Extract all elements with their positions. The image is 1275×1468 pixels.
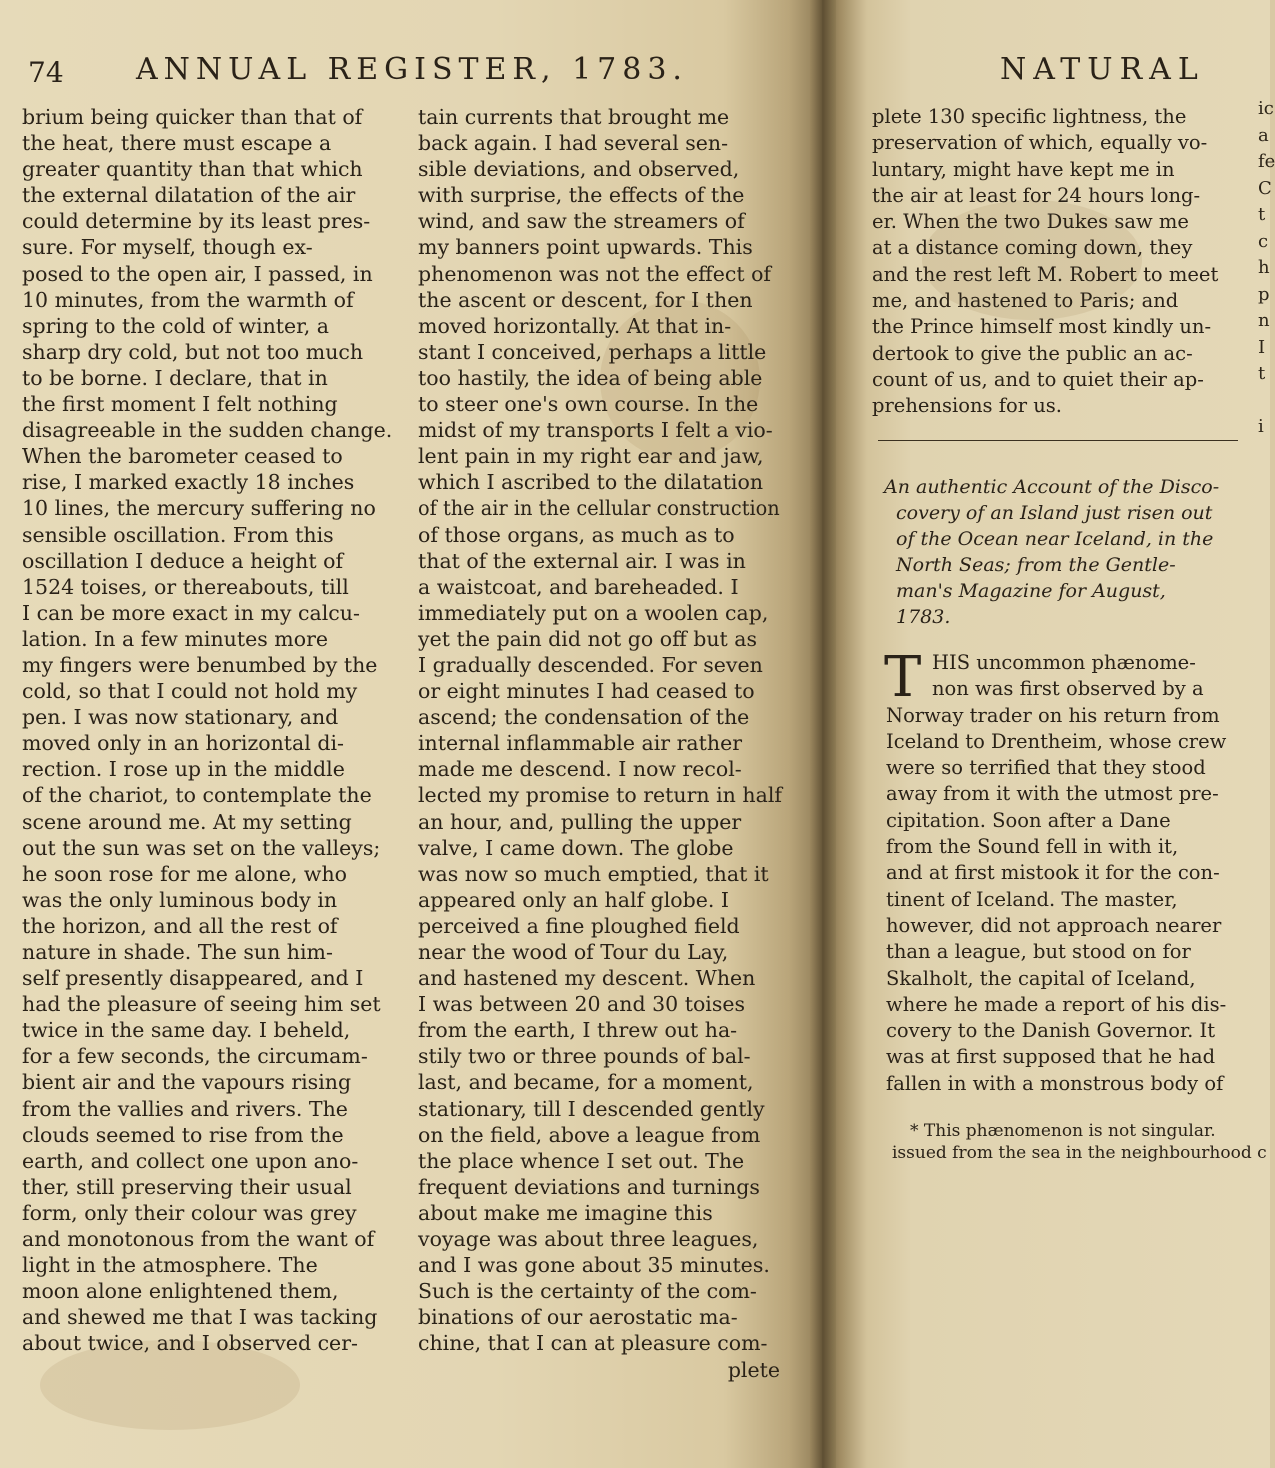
text-line: man's Magazine for August, bbox=[896, 580, 1166, 602]
edge-letter bbox=[1258, 653, 1270, 680]
article-title bbox=[884, 474, 1244, 630]
edge-letter: t bbox=[1258, 204, 1266, 225]
text-line: which I ascribed to the dilatation bbox=[418, 470, 764, 495]
edge-letter bbox=[1258, 812, 1270, 839]
text-line: than a league, but stood on for bbox=[886, 940, 1191, 964]
edge-letter: fe bbox=[1258, 151, 1275, 172]
edge-letter bbox=[1258, 547, 1270, 574]
text-line: rection. I rose up in the middle bbox=[22, 757, 345, 782]
text-line: rise, I marked exactly 18 inches bbox=[22, 470, 355, 495]
text-line: and hastened my descent. When bbox=[418, 966, 756, 991]
text-line: perceived a fine ploughed field bbox=[418, 913, 740, 938]
edge-letter bbox=[1258, 679, 1270, 706]
text-line: sensible oscillation. From this bbox=[22, 522, 334, 547]
text-line: tain currents that brought me bbox=[418, 105, 730, 129]
article-body bbox=[884, 645, 1244, 1097]
text-line: a waistcoat, and bareheaded. I bbox=[418, 574, 739, 599]
text-line: last, and became, for a moment, bbox=[418, 1070, 754, 1095]
page-number: 74 bbox=[28, 56, 64, 89]
edge-letter: h bbox=[1258, 257, 1270, 278]
text-line: for a few seconds, the circumam- bbox=[22, 1044, 368, 1069]
running-head-right: NATURAL bbox=[1000, 52, 1205, 87]
text-line: on the field, above a league from bbox=[418, 1122, 761, 1147]
text-line: wind, and saw the streamers of bbox=[418, 209, 745, 234]
edge-letter: ic bbox=[1258, 98, 1274, 119]
text-line: bient air and the vapours rising bbox=[22, 1070, 352, 1095]
text-line: back again. I had several sen- bbox=[418, 131, 729, 156]
text-line: and the rest left M. Robert to meet bbox=[872, 262, 1219, 286]
edge-letter bbox=[1258, 467, 1270, 494]
text-line: greater quantity than that which bbox=[22, 157, 363, 182]
text-line: dertook to give the public an ac- bbox=[872, 341, 1193, 365]
text-line: was the only luminous body in bbox=[22, 887, 338, 912]
edge-letter bbox=[1258, 626, 1270, 653]
text-line: covery of an Island just risen out bbox=[896, 502, 1213, 524]
text-column-2 bbox=[418, 104, 780, 1383]
text-line: made me descend. I now recol- bbox=[418, 757, 742, 782]
text-line: lation. In a few minutes more bbox=[22, 626, 329, 651]
text-line: yet the pain did not go off but as bbox=[418, 626, 758, 651]
text-line: I can be more exact in my calcu- bbox=[22, 600, 360, 625]
text-line: form, only their colour was grey bbox=[22, 1200, 357, 1225]
text-line: Iceland to Drentheim, whose crew bbox=[886, 729, 1227, 753]
text-line: count of us, and to quiet their ap- bbox=[872, 367, 1204, 391]
edge-letter bbox=[1258, 494, 1270, 521]
text-line: 1524 toises, or thereabouts, till bbox=[22, 574, 349, 599]
text-line: Norway trader on his return from bbox=[886, 703, 1220, 727]
text-line: away from it with the utmost pre- bbox=[886, 782, 1219, 806]
text-line: the place whence I set out. The bbox=[418, 1148, 745, 1173]
edge-letter: n bbox=[1258, 310, 1270, 331]
text-line: to be borne. I declare, that in bbox=[22, 365, 328, 390]
text-line: preservation of which, equally vo- bbox=[872, 131, 1208, 155]
text-line: and I was gone about 35 minutes. bbox=[418, 1253, 770, 1278]
edge-letter bbox=[1258, 441, 1270, 468]
text-line: cipitation. Soon after a Dane bbox=[886, 808, 1171, 832]
text-line: me, and hastened to Paris; and bbox=[872, 289, 1179, 313]
text-line: light in the atmosphere. The bbox=[22, 1253, 318, 1278]
text-line: spring to the cold of winter, a bbox=[22, 313, 329, 338]
text-line: Such is the certainty of the com- bbox=[418, 1279, 757, 1304]
text-line: that of the external air. I was in bbox=[418, 548, 746, 573]
text-line: sure. For myself, though ex- bbox=[22, 235, 313, 260]
edge-letter: I bbox=[1258, 336, 1266, 358]
text-line: posed to the open air, I passed, in bbox=[22, 261, 373, 286]
text-line: disagreeable in the sudden change. bbox=[22, 418, 393, 443]
text-line: were so terrified that they stood bbox=[886, 756, 1206, 780]
text-line: the ascent or descent, for I then bbox=[418, 287, 753, 312]
text-line: I was between 20 and 30 toises bbox=[418, 992, 746, 1017]
text-line: from the Sound fell in with it, bbox=[886, 835, 1179, 859]
text-line: too hastily, the idea of being able bbox=[418, 365, 763, 390]
text-line: non was first observed by a bbox=[932, 677, 1204, 701]
text-line: my fingers were benumbed by the bbox=[22, 652, 378, 677]
text-line: about make me imagine this bbox=[418, 1200, 713, 1225]
text-line: internal inflammable air rather bbox=[418, 731, 742, 756]
text-line: 10 minutes, from the warmth of bbox=[22, 287, 354, 312]
text-line: North Seas; from the Gentle- bbox=[896, 554, 1176, 576]
text-line: er. When the two Dukes saw me bbox=[872, 210, 1189, 234]
text-line: stationary, till I descended gently bbox=[418, 1096, 765, 1121]
text-line: to steer one's own course. In the bbox=[418, 392, 759, 417]
text-line: valve, I came down. The globe bbox=[418, 835, 734, 860]
text-line: clouds seemed to rise from the bbox=[22, 1122, 344, 1147]
text-line: issued from the sea in the neighbourhood c bbox=[892, 1143, 1267, 1163]
text-line: ther, still preserving their usual bbox=[22, 1174, 352, 1199]
text-line: near the wood of Tour du Lay, bbox=[418, 940, 729, 964]
edge-letter: t bbox=[1258, 363, 1266, 384]
text-line: fallen in with a monstrous body of bbox=[886, 1071, 1224, 1095]
text-line: was at first supposed that he had bbox=[886, 1045, 1216, 1069]
edge-letter: c bbox=[1258, 230, 1269, 252]
edge-letter bbox=[1258, 520, 1270, 547]
text-line: out the sun was set on the valleys; bbox=[22, 835, 381, 860]
text-line: self presently disappeared, and I bbox=[22, 966, 364, 991]
text-line: I gradually descended. For seven bbox=[418, 652, 763, 677]
text-line: the air at least for 24 hours long- bbox=[872, 183, 1201, 207]
edge-letter bbox=[1258, 388, 1270, 415]
edge-letter bbox=[1258, 573, 1270, 600]
text-line: of the chariot, to contemplate the bbox=[22, 783, 372, 808]
text-line: of the Ocean near Iceland, in the bbox=[896, 528, 1214, 550]
next-page-edge-letters bbox=[1258, 96, 1275, 865]
text-line: had the pleasure of seeing him set bbox=[22, 992, 381, 1017]
text-line: could determine by its least pres- bbox=[22, 209, 371, 234]
text-line: an hour, and, pulling the upper bbox=[418, 809, 742, 834]
text-line: moved horizontally. At that in- bbox=[418, 313, 732, 338]
text-line: brium being quicker than that of bbox=[22, 105, 363, 129]
text-line: HIS uncommon phænome- bbox=[932, 651, 1196, 674]
text-line: oscillation I deduce a height of bbox=[22, 548, 344, 573]
footnote bbox=[892, 1120, 1272, 1164]
edge-letter bbox=[1258, 706, 1270, 733]
text-line: Skalholt, the capital of Iceland, bbox=[886, 966, 1196, 990]
text-line: earth, and collect one upon ano- bbox=[22, 1148, 359, 1173]
text-line: 10 lines, the mercury suffering no bbox=[22, 496, 376, 521]
text-line: the Prince himself most kindly un- bbox=[872, 315, 1212, 339]
text-line: the horizon, and all the rest of bbox=[22, 913, 338, 938]
text-line: frequent deviations and turnings bbox=[418, 1174, 760, 1199]
text-line: ascend; the condensation of the bbox=[418, 705, 750, 730]
drop-cap: T bbox=[884, 645, 922, 710]
text-line: plete bbox=[727, 1357, 780, 1382]
edge-letter: C bbox=[1258, 177, 1272, 199]
text-line: sible deviations, and observed, bbox=[418, 157, 740, 182]
text-line: moved only in an horizontal di- bbox=[22, 731, 344, 756]
text-line: stant I conceived, perhaps a little bbox=[418, 339, 767, 364]
edge-letter: i bbox=[1258, 416, 1264, 437]
text-column-3 bbox=[872, 104, 1238, 420]
edge-letter: p bbox=[1258, 283, 1270, 305]
text-line: about twice, and I observed cer- bbox=[22, 1331, 358, 1356]
text-line: chine, that I can at pleasure com- bbox=[418, 1331, 768, 1356]
edge-letter: a bbox=[1258, 124, 1269, 146]
text-column-1 bbox=[22, 104, 394, 1357]
text-line: from the earth, I threw out ha- bbox=[418, 1018, 738, 1043]
text-line: An authentic Account of the Disco- bbox=[884, 476, 1220, 498]
text-line: 1783. bbox=[896, 606, 951, 628]
text-line: however, did not approach nearer bbox=[886, 913, 1222, 937]
edge-letter bbox=[1258, 600, 1270, 627]
text-line: voyage was about three leagues, bbox=[418, 1227, 759, 1252]
text-line: twice in the same day. I beheld, bbox=[22, 1018, 351, 1043]
text-line: my banners point upwards. This bbox=[418, 235, 753, 260]
text-line: midst of my transports I felt a vio- bbox=[418, 418, 773, 443]
edge-letter bbox=[1258, 732, 1270, 759]
text-line: covery to the Danish Governor. It bbox=[886, 1019, 1216, 1043]
text-line: moon alone enlightened them, bbox=[22, 1279, 339, 1304]
text-line: the external dilatation of the air bbox=[22, 183, 356, 208]
text-line: lected my promise to return in half bbox=[418, 783, 782, 808]
text-line: and shewed me that I was tacking bbox=[22, 1305, 378, 1330]
text-line: stily two or three pounds of bal- bbox=[418, 1044, 751, 1069]
text-line: sharp dry cold, but not too much bbox=[22, 339, 364, 364]
text-line: appeared only an half globe. I bbox=[418, 887, 730, 912]
text-line: where he made a report of his dis- bbox=[886, 992, 1227, 1016]
text-line: tinent of Iceland. The master, bbox=[886, 887, 1178, 911]
text-line: cold, so that I could not hold my bbox=[22, 679, 358, 704]
text-line: the first moment I felt nothing bbox=[22, 392, 338, 417]
text-line: and monotonous from the want of bbox=[22, 1227, 375, 1252]
text-line: he soon rose for me alone, who bbox=[22, 861, 347, 886]
text-line: lent pain in my right ear and jaw, bbox=[418, 444, 764, 469]
text-line: immediately put on a woolen cap, bbox=[418, 600, 769, 625]
text-line: luntary, might have kept me in bbox=[872, 157, 1175, 181]
text-line: * This phænomenon is not singular. bbox=[910, 1121, 1216, 1141]
text-line: and at first mistook it for the con- bbox=[886, 861, 1220, 885]
edge-letter bbox=[1258, 838, 1270, 865]
text-line: nature in shade. The sun him- bbox=[22, 940, 333, 964]
running-head-left: ANNUAL REGISTER, 1783. bbox=[136, 52, 688, 87]
text-line: pen. I was now stationary, and bbox=[22, 705, 339, 730]
text-line: binations of our aerostatic ma- bbox=[418, 1305, 738, 1330]
book-gutter bbox=[810, 0, 836, 1468]
text-line: was now so much emptied, that it bbox=[418, 861, 769, 886]
text-line: When the barometer ceased to bbox=[22, 444, 343, 469]
text-line: of those organs, as much as to bbox=[418, 522, 735, 547]
text-line: at a distance coming down, they bbox=[872, 236, 1193, 260]
edge-letter bbox=[1258, 759, 1270, 786]
text-line: phenomenon was not the effect of bbox=[418, 261, 772, 286]
text-line: from the vallies and rivers. The bbox=[22, 1096, 348, 1121]
text-line: scene around me. At my setting bbox=[22, 809, 352, 834]
section-divider bbox=[878, 440, 1238, 441]
text-line: or eight minutes I had ceased to bbox=[418, 679, 755, 704]
edge-letter bbox=[1258, 785, 1270, 812]
text-line: of the air in the cellular construction bbox=[418, 496, 780, 521]
text-line: the heat, there must escape a bbox=[22, 131, 332, 156]
text-line: with surprise, the effects of the bbox=[418, 183, 745, 208]
text-line: prehensions for us. bbox=[872, 394, 1062, 418]
text-line: plete 130 specific lightness, the bbox=[872, 105, 1187, 128]
